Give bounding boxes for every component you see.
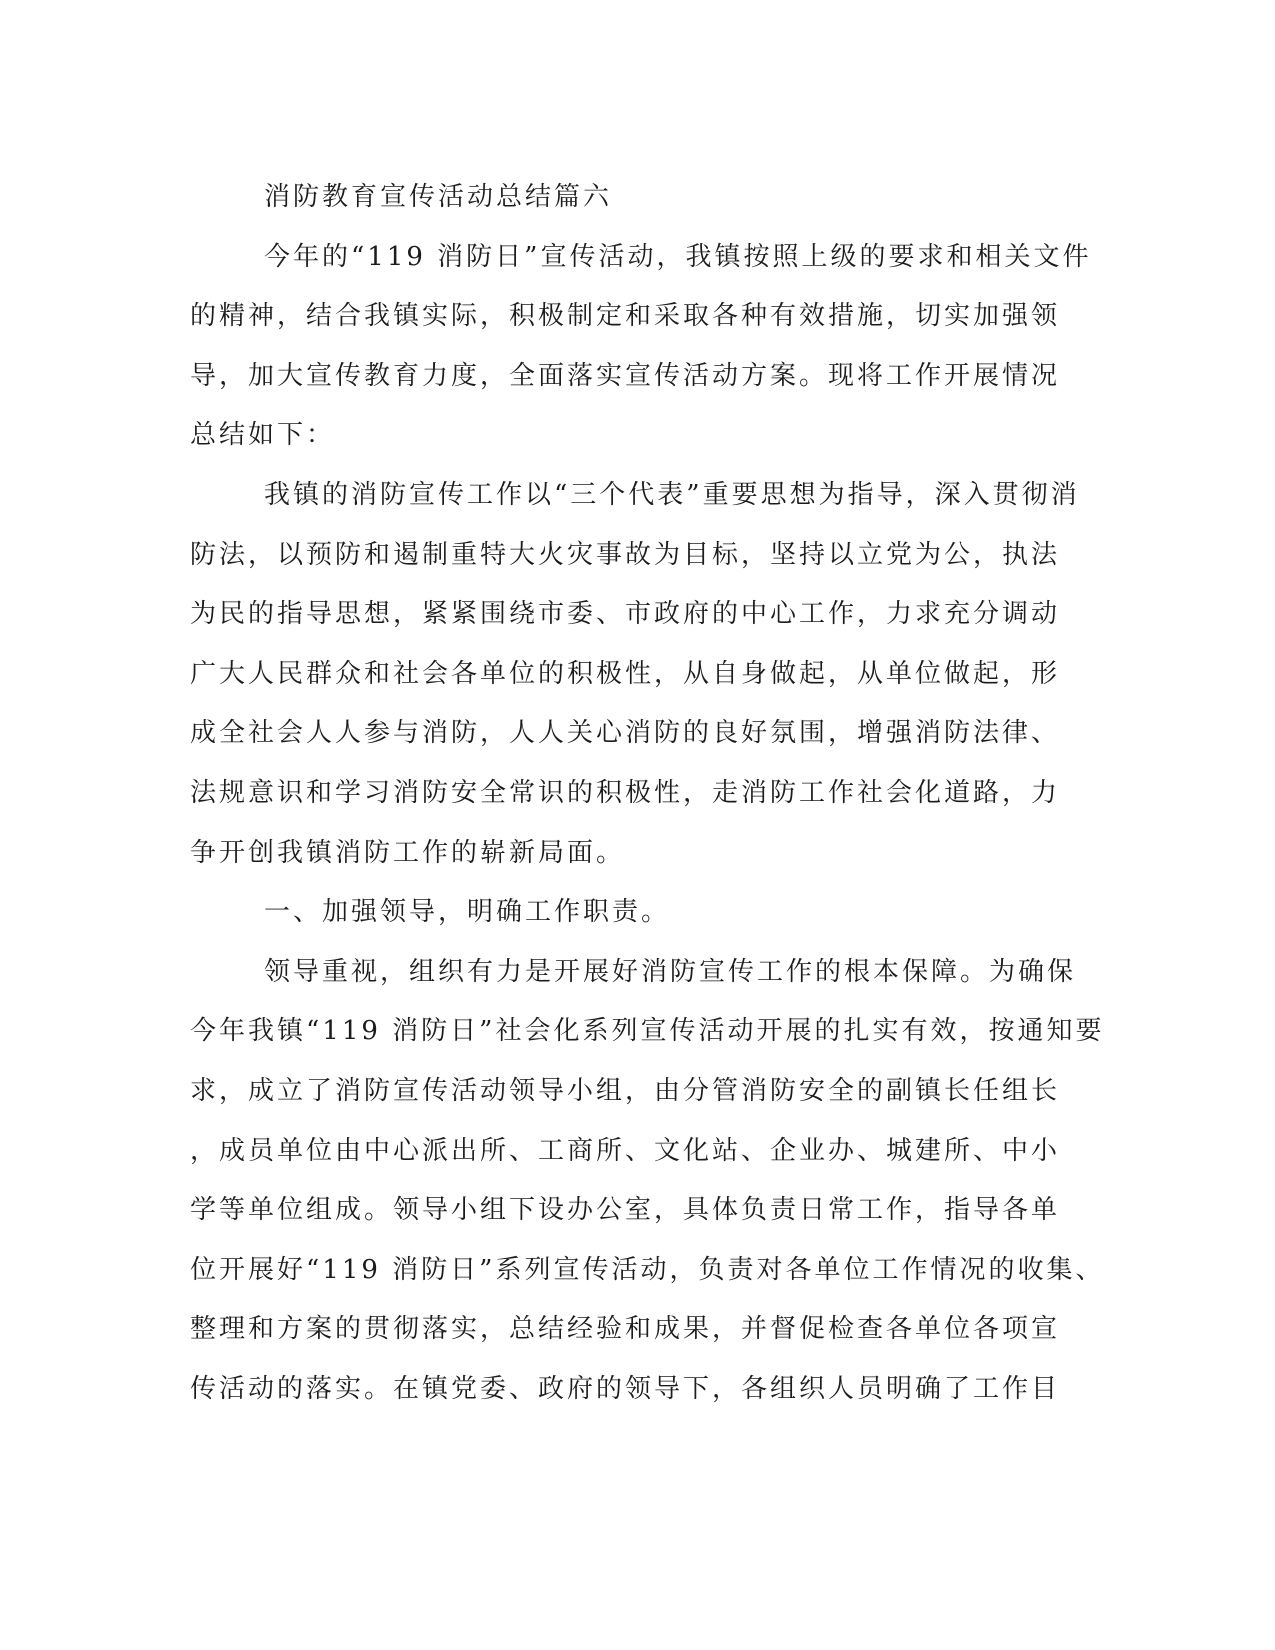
- text-line: 广大人民群众和社会各单位的积极性，从自身做起，从单位做起，形: [190, 658, 1061, 689]
- text-line: 成全社会人人参与消防，人人关心消防的良好氛围，增强消防法律、: [190, 718, 1061, 749]
- text-line: ，成员单位由中心派出所、工商所、文化站、企业办、城建所、中小: [190, 1135, 1061, 1166]
- text-line: 我镇的消防宣传工作以“三个代表”重要思想为指导，深入贯彻消: [264, 479, 1080, 510]
- text-line: 今年的“119 消防日”宣传活动，我镇按照上级的要求和相关文件: [264, 241, 1092, 272]
- document-title: 消防教育宣传活动总结篇六: [264, 182, 613, 212]
- text-line: 为民的指导思想，紧紧围绕市委、市政府的中心工作，力求充分调动: [190, 599, 1061, 630]
- text-line: 防法，以预防和遏制重特大火灾事故为目标，坚持以立党为公，执法: [190, 539, 1061, 570]
- text-line: 今年我镇“119 消防日”社会化系列宣传活动开展的扎实有效，按通知要: [190, 1016, 1105, 1047]
- text-line: 导，加大宣传教育力度，全面落实宣传活动方案。现将工作开展情况: [190, 360, 1061, 391]
- paragraph-guiding-thought: [190, 466, 1080, 883]
- text-line: 争开创我镇消防工作的崭新局面。: [190, 837, 626, 868]
- text-line: 位开展好“119 消防日”系列宣传活动，负责对各单位工作情况的收集、: [190, 1254, 1105, 1285]
- section-heading-text: 一、加强领导，明确工作职责。: [264, 897, 671, 928]
- text-line: 传活动的落实。在镇党委、政府的领导下，各组织人员明确了工作目: [190, 1373, 1061, 1404]
- document-body: [190, 168, 1105, 1419]
- text-line: 学等单位组成。领导小组下设办公室，具体负责日常工作，指导各单: [190, 1195, 1061, 1226]
- text-line: 整理和方案的贯彻落实，总结经验和成果，并督促检查各单位各项宣: [190, 1314, 1061, 1345]
- text-line: 领导重视，组织有力是开展好消防宣传工作的根本保障。为确保: [264, 956, 1077, 987]
- section-heading: [190, 883, 1080, 943]
- text-line: 法规意识和学习消防安全常识的积极性，走消防工作社会化道路，力: [190, 777, 1061, 808]
- text-line: 总结如下：: [190, 420, 336, 451]
- paragraph-leadership: [190, 943, 1105, 1420]
- text-line: 的精神，结合我镇实际，积极制定和采取各种有效措施，切实加强领: [190, 301, 1061, 332]
- text-line: 求，成立了消防宣传活动领导小组，由分管消防安全的副镇长任组长: [190, 1075, 1061, 1106]
- paragraph-intro: [190, 228, 1092, 466]
